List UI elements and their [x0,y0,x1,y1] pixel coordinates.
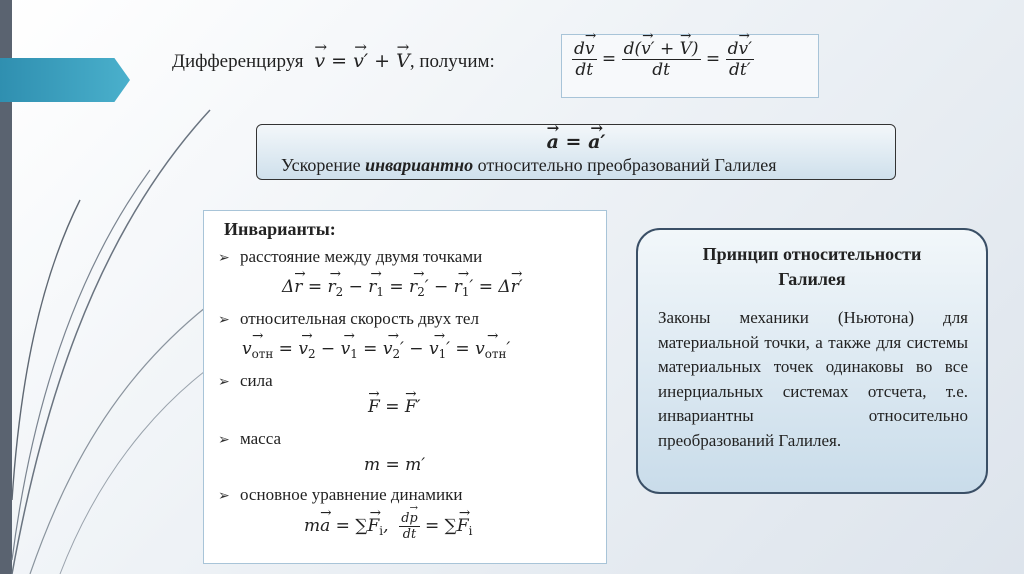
bullet-arrow-icon: ➢ [218,312,230,328]
invariant-item: ➢ масса [218,429,282,448]
accel-text-before: Ускорение [281,155,361,175]
diff-prefix: Дифференцируя [172,51,304,72]
accel-text-emph: инвариантно [365,155,474,175]
velocity-relation-formula: → v = → v′ + → V [308,50,410,72]
bullet-arrow-icon: ➢ [218,488,230,504]
accel-text-after: относительно преобразований Галилея [477,155,777,175]
bullet-arrow-icon: ➢ [218,250,230,266]
galileo-title: Принцип относительности Галилея [702,244,922,289]
relative-velocity-formula: → $v_{отн}$ = → $v_2$ − → $v_1$ = → $v_2'$ − → $v_1'$ = → $v_{отн}'$ [242,339,510,361]
differentiation-line [172,50,495,73]
bullet-arrow-icon: ➢ [218,374,230,390]
invariant-item: ➢ сила [218,371,273,390]
distance-formula: Δ→ r = → $r_2$ − → $r_1$ = → $r_2'$ − → $r_1' = \Delta\to r'$ [282,277,523,299]
invariant-item: ➢ расстояние между двумя точками [218,247,483,266]
mass-formula: m = m′ [364,455,426,475]
diff-suffix: , получим: [409,51,495,72]
accent-arrow [0,58,130,102]
galileo-principle-box [636,228,988,494]
derivative-box [561,34,819,98]
dynamics-formula: m→ a = ∑→ $F_i$, $\frac{d\to p}{dt}$ = ∑→ $F_i$ [304,511,472,542]
invariants-title: Инварианты: [224,219,336,239]
acceleration-formula: → a = → a′ [257,131,895,153]
derivative-formula: $\frac{d\to v}{dt}$ = $\frac{d(\to v' + \to V)}{dt}$ = $\frac{d\to v'}{dt'}$ [572,39,754,80]
force-formula: → F = → F′ [368,397,421,417]
acceleration-box [256,124,896,180]
invariant-item: ➢ основное уравнение динамики [218,485,463,504]
invariant-item: ➢ относительная скорость двух тел [218,309,479,328]
galileo-text: Законы механики (Ньютона) для материальной точки, а также для системы материальных точек одинаковы во все инерциальных системах отсчета, т.е. инвариантны относительно преобразований Галилея. [658,308,968,450]
acceleration-text [281,155,777,176]
bullet-arrow-icon: ➢ [218,432,230,448]
invariants-box [203,210,607,564]
